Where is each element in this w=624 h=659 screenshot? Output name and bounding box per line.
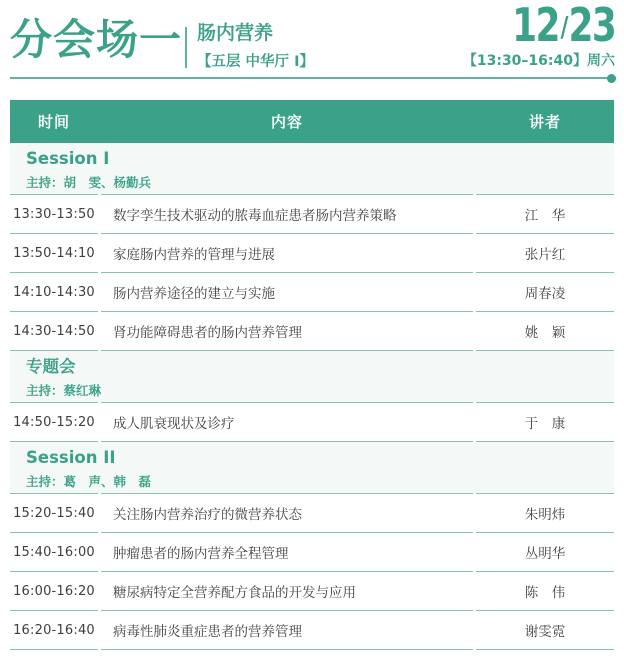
speaker-cell: 谢雯霓 (476, 611, 614, 650)
table-row (10, 611, 614, 650)
table-row (10, 273, 614, 312)
content-cell: 关注肠内营养治疗的微营养状态 (101, 494, 473, 533)
session-host: 主持：葛 声、韩 磊 (26, 473, 152, 489)
content-cell: 病毒性肺炎重症患者的营养管理 (101, 611, 473, 650)
date-block (463, 2, 615, 70)
table-row (10, 572, 614, 611)
session-border-cell (476, 442, 614, 494)
time-cell: 14:10-14:30 (10, 273, 98, 312)
speaker-cell: 江 华 (476, 195, 614, 234)
header-vertical-divider (185, 27, 187, 68)
time-cell: 14:50-15:20 (10, 403, 98, 442)
content-cell: 数字孪生技术驱动的脓毒血症患者肠内营养策略 (101, 195, 473, 234)
venue-title: 分会场一 (10, 15, 183, 64)
session-row (10, 442, 614, 494)
session-border-cell (101, 442, 473, 494)
session-text (26, 448, 151, 490)
date-text (511, 0, 615, 52)
table-header-row (10, 100, 614, 143)
session-border-cell (476, 143, 614, 195)
session-border-cell (101, 143, 473, 195)
page-header (10, 0, 615, 100)
time-cell: 15:40-16:00 (10, 533, 98, 572)
table-row (10, 234, 614, 273)
time-cell: 15:20-15:40 (10, 494, 98, 533)
speaker-cell: 姚 颖 (476, 312, 614, 351)
session-title: 专题会 (26, 357, 76, 376)
table-row (10, 403, 614, 442)
session-host: 主持：蔡红琳 (26, 382, 102, 398)
table-row (10, 494, 614, 533)
session-title: Session I (26, 149, 110, 168)
rule-end-dot-icon (607, 74, 616, 83)
session-border-cell (476, 351, 614, 403)
session-row (10, 143, 614, 195)
session-title: Session II (26, 448, 116, 467)
speaker-cell: 朱明炜 (476, 494, 614, 533)
session-host: 主持：胡 雯、杨勤兵 (26, 174, 152, 190)
session-border-cell (101, 351, 473, 403)
topic-location: 【五层 中华厅 I】 (197, 53, 314, 70)
speaker-cell: 陈 伟 (476, 572, 614, 611)
table-row (10, 533, 614, 572)
session-row (10, 351, 614, 403)
date-month: 12 (511, 0, 559, 52)
table-row (10, 312, 614, 351)
speaker-cell: 周春凌 (476, 273, 614, 312)
time-cell: 16:00-16:20 (10, 572, 98, 611)
time-cell: 14:30-14:50 (10, 312, 98, 351)
column-header-speaker: 讲者 (528, 113, 561, 131)
table-row (10, 195, 614, 234)
content-cell: 肿瘤患者的肠内营养全程管理 (101, 533, 473, 572)
time-cell: 13:50-14:10 (10, 234, 98, 273)
speaker-cell: 张片红 (476, 234, 614, 273)
speaker-cell: 丛明华 (476, 533, 614, 572)
content-cell: 家庭肠内营养的管理与进展 (101, 234, 473, 273)
time-range: 【13:30–16:40】周六 (462, 53, 615, 69)
content-cell: 肾功能障碍患者的肠内营养管理 (101, 312, 473, 351)
content-cell: 肠内营养途径的建立与实施 (101, 273, 473, 312)
session-text (26, 357, 101, 399)
header-rule (10, 77, 615, 79)
time-cell: 13:30-13:50 (10, 195, 98, 234)
speaker-cell: 于 康 (476, 403, 614, 442)
date-slash: / (560, 10, 567, 43)
column-header-time: 时间 (37, 113, 70, 131)
column-header-content: 内容 (270, 113, 303, 131)
content-cell: 成人肌衰现状及诊疗 (101, 403, 473, 442)
time-cell: 16:20-16:40 (10, 611, 98, 650)
topic-block (197, 23, 314, 71)
session-text (26, 149, 151, 191)
date-day: 23 (568, 0, 615, 52)
schedule-table (10, 100, 614, 650)
topic-name: 肠内营养 (197, 22, 274, 44)
content-cell: 糖尿病特定全营养配方食品的开发与应用 (101, 572, 473, 611)
